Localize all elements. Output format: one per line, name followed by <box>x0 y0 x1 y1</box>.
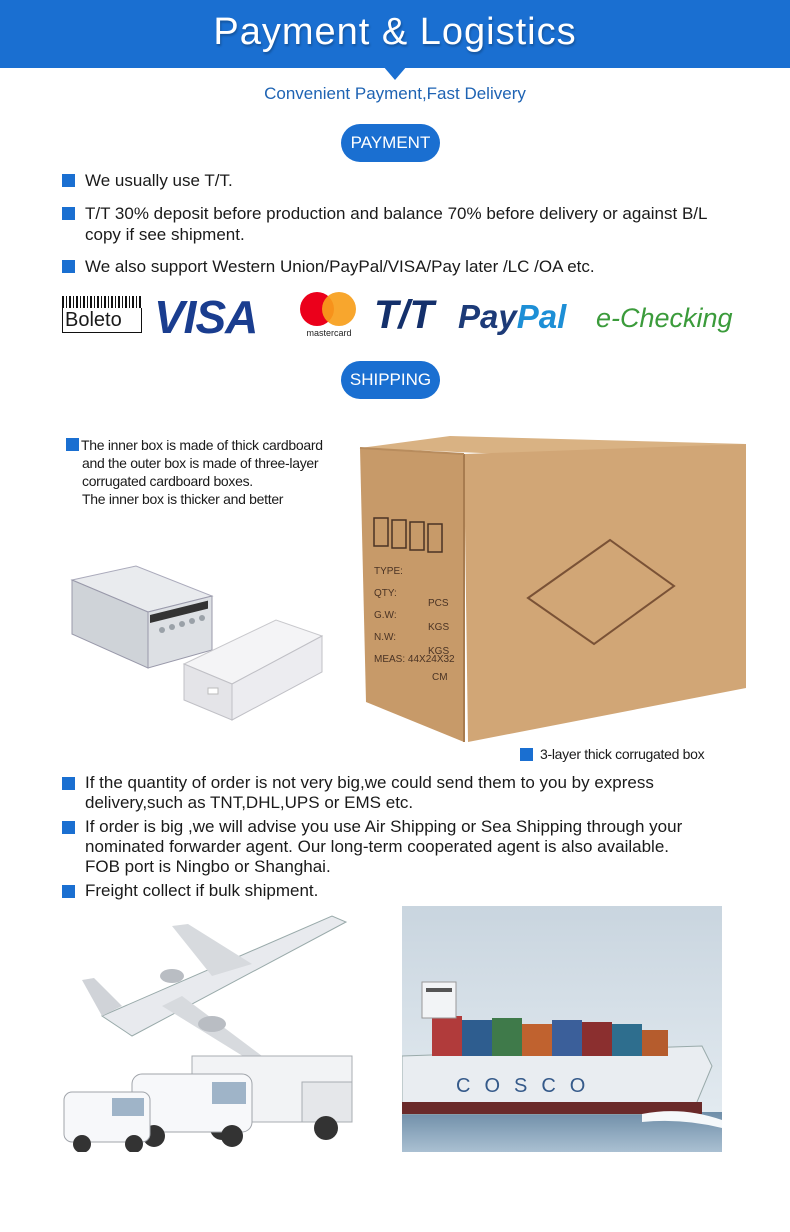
bullet-square-icon <box>520 748 533 761</box>
shipping-bullet-text: If the quantity of order is not very big,we could send them to you by express delivery,such as TNT,DHL,UPS or EMS etc. <box>85 773 654 812</box>
carton-pcs-label: PCS <box>428 598 449 609</box>
inner-box-note-line <box>66 436 356 454</box>
payment-bullet-2 <box>62 203 742 245</box>
cargo-ship-image <box>402 906 722 1152</box>
paypal-logo-pal: Pal <box>516 298 567 335</box>
page-subtitle: Convenient Payment,Fast Delivery <box>264 84 526 103</box>
bullet-square-icon <box>62 260 75 273</box>
shipping-bullet-text: If order is big ,we will advise you use Air Shipping or Sea Shipping through your nominated forwarder agent. Our long-term cooperated agent is also available. FOB port is Ningbo or Shanghai. <box>85 817 683 876</box>
shipping-bullets <box>62 773 762 905</box>
inner-box-note <box>66 436 356 508</box>
header-pointer <box>383 66 407 80</box>
carton-box-image <box>354 432 750 746</box>
bullet-square-icon <box>62 174 75 187</box>
shipping-bullet-1 <box>62 773 762 813</box>
payment-bullet-text: We also support Western Union/PayPal/VISA/Pay later /LC /OA etc. <box>85 257 595 276</box>
payment-bullet-3 <box>62 256 595 277</box>
carton-cm-label: CM <box>432 672 448 683</box>
boleto-logo-text: Boleto <box>62 308 142 333</box>
payment-bullet-1 <box>62 170 233 191</box>
paypal-logo-pay: Pay <box>458 298 517 335</box>
shipping-bullet-2 <box>62 817 762 877</box>
carton-type-label: TYPE: <box>374 566 403 577</box>
payment-bullet-text: We usually use T/T. <box>85 171 233 190</box>
ship-hull-text: COSCO <box>456 1075 600 1097</box>
shipping-bullet-3 <box>62 881 762 901</box>
carton-qty-label: QTY: <box>374 588 397 599</box>
bullet-square-icon <box>62 885 75 898</box>
visa-logo: VISA <box>154 291 258 343</box>
mastercard-orange-circle-icon <box>322 292 356 326</box>
power-supply-image <box>66 560 326 730</box>
barcode-icon <box>62 296 142 308</box>
inner-box-note-line: The inner box is thicker and better <box>82 491 284 507</box>
bullet-square-icon <box>62 821 75 834</box>
bullet-square-icon <box>66 438 79 451</box>
paypal-logo <box>458 292 566 342</box>
payment-logos <box>58 288 738 348</box>
page-header <box>0 0 790 68</box>
carton-kgs-label: KGS <box>428 622 450 633</box>
echecking-logo: e-Checking <box>596 303 733 333</box>
inner-box-note-text: The inner box is made of thick cardboard <box>81 437 323 453</box>
bullet-square-icon <box>62 777 75 790</box>
box-caption-text: 3-layer thick corrugated box <box>540 746 705 762</box>
air-and-truck-image <box>62 906 356 1152</box>
bullet-square-icon <box>62 207 75 220</box>
payment-pill: PAYMENT <box>341 124 440 162</box>
carton-meas-label: MEAS: 44X24X32 <box>374 654 455 665</box>
page-title: Payment & Logistics <box>213 11 577 53</box>
mastercard-logo <box>298 292 360 342</box>
payment-bullet-text: T/T 30% deposit before production and balance 70% before delivery or against B/L copy if see shipment. <box>85 204 707 244</box>
carton-kgs-label: KGS <box>428 646 450 657</box>
boleto-logo <box>62 296 142 334</box>
carton-gw-label: G.W: <box>374 610 397 621</box>
inner-box-note-line: and the outer box is made of three-layer <box>82 455 319 471</box>
shipping-bullet-text: Freight collect if bulk shipment. <box>85 881 319 900</box>
inner-box-note-line: corrugated cardboard boxes. <box>82 473 253 489</box>
box-caption <box>520 746 704 762</box>
mastercard-logo-text: mastercard <box>306 328 352 338</box>
shipping-pill: SHIPPING <box>341 361 440 399</box>
carton-nw-label: N.W: <box>374 632 397 643</box>
tt-logo: T/T <box>374 293 434 337</box>
